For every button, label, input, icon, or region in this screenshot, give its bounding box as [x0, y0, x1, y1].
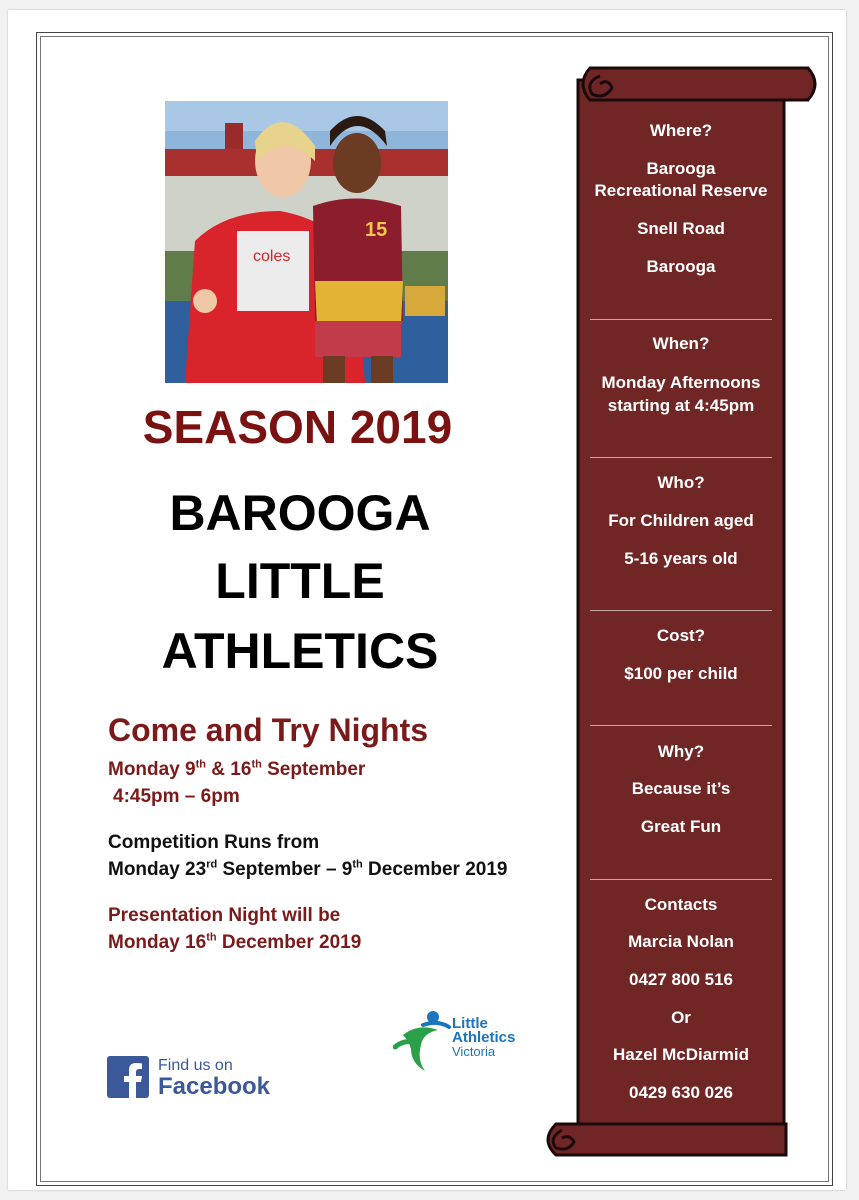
- when-line1: Monday Afternoons: [601, 373, 761, 392]
- contacts-heading: Contacts: [644, 895, 718, 914]
- cost-heading: Cost?: [656, 626, 706, 645]
- bib-number: 15: [365, 219, 388, 241]
- facebook-link[interactable]: [158, 1057, 270, 1101]
- little-athletics-logo-icon: [393, 1005, 453, 1075]
- where-line4: Barooga: [646, 257, 716, 276]
- club-name-line3: ATHLETICS: [161, 623, 439, 679]
- scroll-divider: [590, 457, 772, 458]
- where-line1: Barooga: [646, 159, 716, 178]
- competition-dates: Monday 23rd September – 9th December 2019: [108, 858, 508, 880]
- scroll-divider: [590, 879, 772, 880]
- why-heading: Why?: [657, 742, 705, 761]
- why-line2: Great Fun: [640, 817, 722, 836]
- scroll-divider: [590, 725, 772, 726]
- when-heading: When?: [652, 334, 710, 353]
- presentation-line1: Presentation Night will be: [108, 905, 341, 926]
- scroll-divider: [590, 610, 772, 611]
- why-line1: Because it’s: [631, 779, 731, 798]
- where-line3: Snell Road: [637, 219, 725, 238]
- la-line3: Victoria: [452, 1044, 496, 1059]
- season-heading: SEASON 2019: [142, 401, 453, 453]
- cost-line1: $100 per child: [624, 664, 738, 683]
- where-heading: Where?: [649, 121, 713, 140]
- shirt-logo-text: coles: [253, 248, 291, 265]
- club-name-line1: BAROOGA: [169, 485, 431, 541]
- come-and-try-time: 4:45pm – 6pm: [113, 786, 240, 807]
- club-name-line2: LITTLE: [215, 553, 385, 609]
- presentation-date: Monday 16th December 2019: [108, 931, 362, 953]
- come-and-try-dates: Monday 9th & 16th September: [108, 758, 366, 780]
- la-line2: Athletics: [452, 1029, 516, 1046]
- competition-line1: Competition Runs from: [108, 832, 320, 853]
- where-line2: Recreational Reserve: [594, 181, 768, 200]
- contact1-phone: 0427 800 516: [629, 970, 733, 989]
- who-line2: 5-16 years old: [624, 549, 738, 568]
- facebook-line2: Facebook: [158, 1073, 271, 1100]
- contact2-phone: 0429 630 026: [629, 1083, 733, 1102]
- scroll-divider: [590, 319, 772, 320]
- la-line1: Little: [452, 1015, 488, 1032]
- who-heading: Who?: [657, 473, 705, 492]
- facebook-line1: Find us on: [158, 1057, 233, 1074]
- little-athletics-wordmark: [452, 1017, 515, 1059]
- contact2-name: Hazel McDiarmid: [612, 1045, 750, 1064]
- when-line2: starting at 4:45pm: [607, 396, 755, 415]
- facebook-icon[interactable]: [107, 1056, 149, 1098]
- who-line1: For Children aged: [608, 511, 754, 530]
- contact1-name: Marcia Nolan: [628, 932, 734, 951]
- contacts-or: Or: [671, 1008, 691, 1027]
- come-and-try-heading: Come and Try Nights: [108, 712, 429, 748]
